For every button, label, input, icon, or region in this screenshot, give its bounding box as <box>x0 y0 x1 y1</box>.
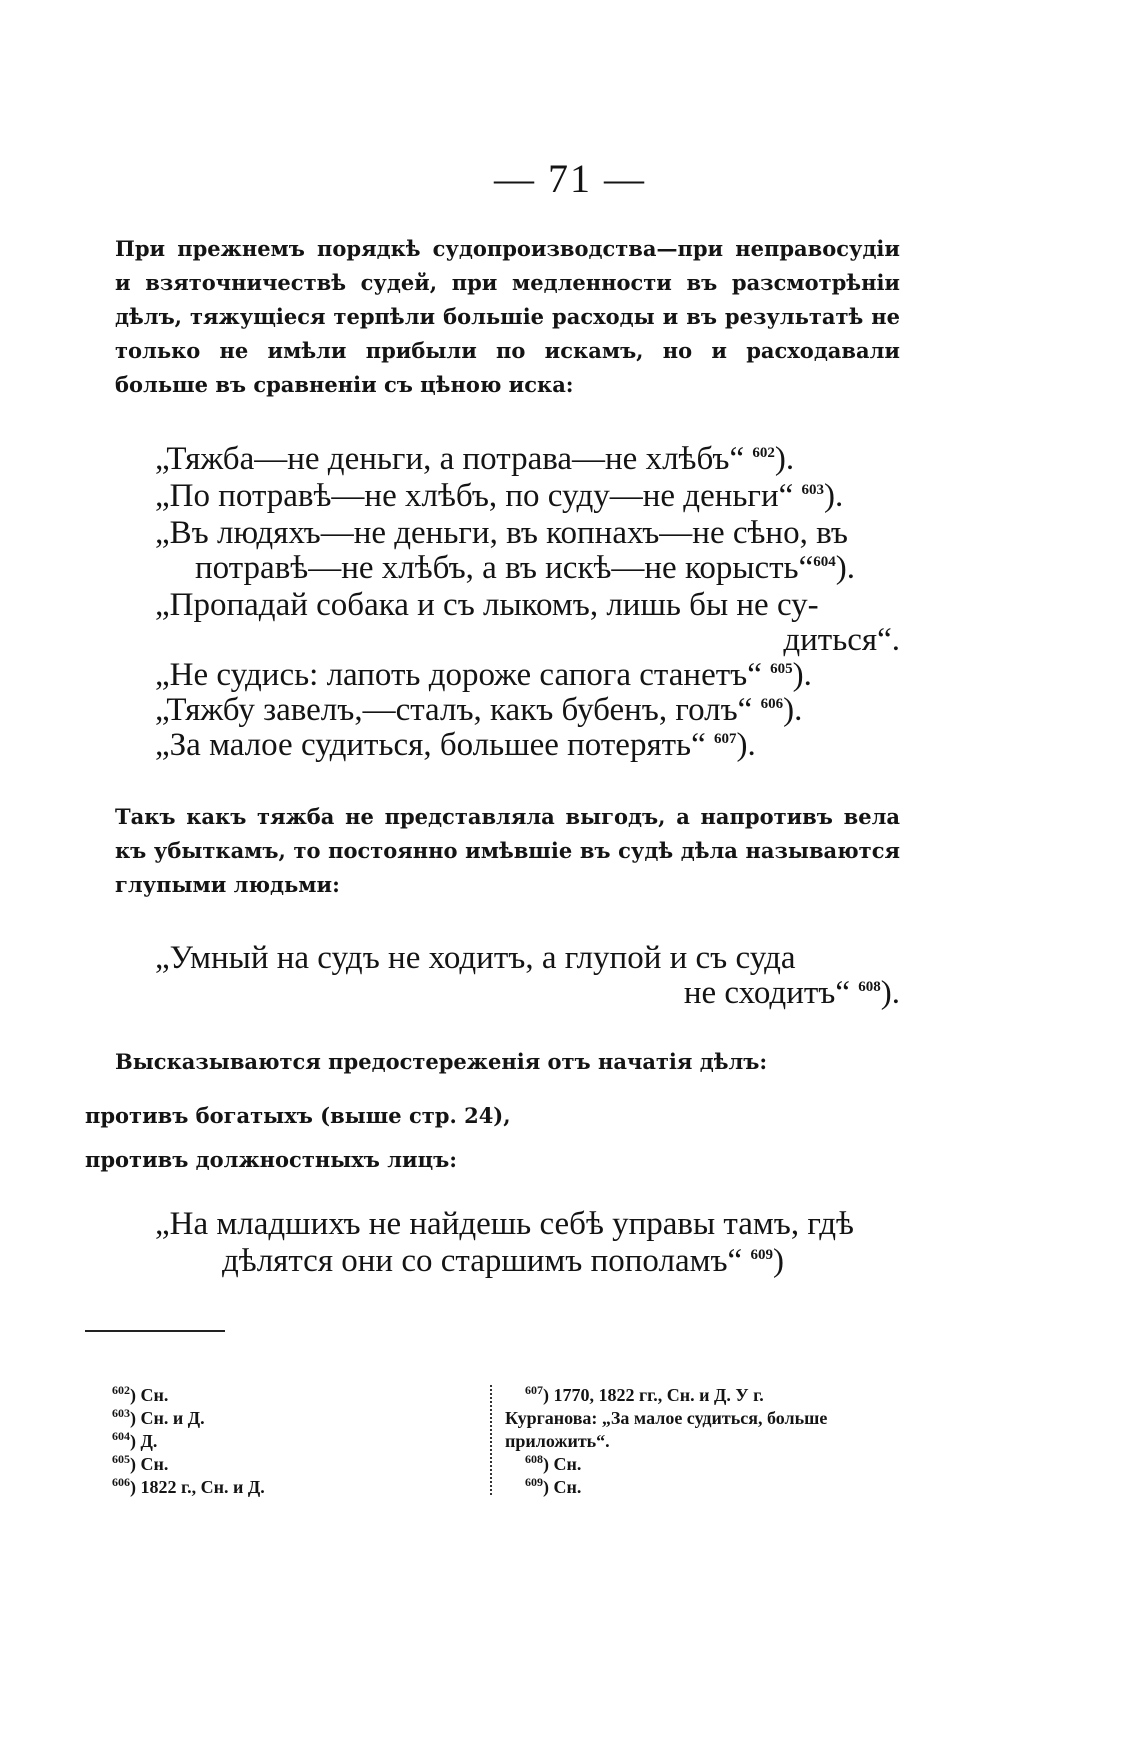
footnote-number: 608 <box>525 1452 543 1466</box>
footnote-608 <box>525 1453 581 1475</box>
proverb-text: „Тяжба—не деньги, а потрава—не хлѣбъ“ <box>155 441 745 477</box>
proverb-605 <box>155 657 900 693</box>
proverb-end: ). <box>736 727 756 763</box>
proverb-text: „Тяжбу завелъ,—сталъ, какъ бубенъ, голъ“ <box>155 692 753 728</box>
paragraph-fools: Такъ какъ тяжба не представляла выгодъ, а напротивъ вела къ убыткамъ, то постоянно имѣвшіе въ судѣ дѣла называются глупыми людьми: <box>115 804 900 897</box>
proverb-text: дѣлятся они со старшимъ пополамъ“ <box>222 1243 743 1279</box>
footnote-ref: 602 <box>752 445 775 461</box>
proverb-text: „За малое судиться, большее потерять“ <box>155 727 706 763</box>
footnote-text: ) Д. <box>130 1431 158 1451</box>
footnote-ref: 603 <box>801 482 825 498</box>
proverb-end: ). <box>774 441 795 477</box>
proverb-end: ) <box>772 1243 784 1279</box>
footnote-number: 605 <box>112 1452 130 1466</box>
footnote-607-cont2: приложить“. <box>505 1431 610 1451</box>
proverb-end: ). <box>835 550 856 586</box>
footnote-text: ) Сн. <box>543 1477 582 1497</box>
footnote-ref: 604 <box>813 554 836 570</box>
footnote-604 <box>112 1430 157 1452</box>
footnote-text: ) Сн. и Д. <box>130 1408 205 1428</box>
footnote-column-separator <box>490 1385 492 1495</box>
paragraph-against-officials: противъ должностныхъ лицъ: <box>85 1147 457 1172</box>
proverb-end: ). <box>792 657 812 693</box>
proverb-602 <box>155 441 900 477</box>
proverb-sobaka-line2: диться“. <box>783 622 900 658</box>
proverb-text: не сходитъ“ <box>683 975 850 1011</box>
footnote-number: 606 <box>112 1475 130 1489</box>
footnote-ref: 607 <box>714 731 737 747</box>
proverb-end: ). <box>783 692 803 728</box>
proverb-text: „Не судись: лапоть дороже сапога станетъ“ <box>155 657 762 693</box>
proverb-end: ). <box>824 478 844 514</box>
page-number: — 71 — <box>494 156 646 201</box>
proverb-608-line1: „Умный на судъ не ходитъ, а глупой и съ суда <box>155 940 796 976</box>
footnote-607 <box>525 1384 764 1406</box>
proverb-text: потравѣ—не хлѣбъ, а въ искѣ—не корысть“ <box>195 550 814 586</box>
proverb-607 <box>155 727 900 763</box>
proverb-608-line2 <box>155 975 900 1011</box>
footnote-text: ) 1822 г., Сн. и Д. <box>130 1477 265 1497</box>
footnote-text: ) Сн. <box>130 1385 169 1405</box>
footnote-ref: 606 <box>760 696 784 712</box>
footnote-text: ) Сн. <box>130 1454 169 1474</box>
footnote-number: 603 <box>112 1406 130 1420</box>
proverb-text: „По потравѣ—не хлѣбъ, по суду—не деньги“ <box>155 478 794 514</box>
footnote-number: 602 <box>112 1383 130 1397</box>
footnote-606 <box>112 1476 265 1498</box>
proverb-604-line2 <box>195 550 900 586</box>
paragraph-court-expenses: При прежнемъ порядкѣ судопроизводства—при неправосудіи и взяточничествѣ судей, при медленности въ разсмотрѣніи дѣлъ, тяжущіеся терпѣли большіе расходы и въ результатѣ не только не имѣли прибыли по искамъ, но и расходавали больше въ сравненіи съ цѣною иска: <box>115 236 900 397</box>
proverb-609-line1: „На младшихъ не найдешь себѣ управы тамъ, гдѣ <box>155 1206 854 1242</box>
footnote-text: ) Сн. <box>543 1454 582 1474</box>
footnote-607-cont1: Курганова: „За малое судиться, больше <box>505 1408 828 1428</box>
footnote-609 <box>525 1476 581 1498</box>
footnote-rule <box>85 1330 225 1332</box>
footnote-number: 604 <box>112 1429 130 1443</box>
footnote-ref: 609 <box>750 1247 773 1263</box>
footnote-number: 609 <box>525 1475 543 1489</box>
footnote-602 <box>112 1384 168 1406</box>
proverb-sobaka-line1: „Пропадай собака и съ лыкомъ, лишь бы не су- <box>155 587 819 623</box>
proverb-604-line1: „Въ людяхъ—не деньги, въ копнахъ—не сѣно, въ <box>155 515 848 551</box>
proverb-609-line2 <box>222 1243 927 1279</box>
footnote-ref: 605 <box>770 661 793 677</box>
paragraph-warnings: Высказываются предостереженія отъ начатія дѣлъ: <box>115 1049 768 1074</box>
paragraph-against-rich: противъ богатыхъ (выше стр. 24), <box>85 1103 511 1128</box>
proverb-606 <box>155 692 900 728</box>
footnote-605 <box>112 1453 168 1475</box>
footnote-ref: 608 <box>858 979 881 995</box>
footnote-text: ) 1770, 1822 гг., Сн. и Д. У г. <box>543 1385 764 1405</box>
proverb-603 <box>155 478 900 514</box>
footnote-number: 607 <box>525 1383 543 1397</box>
proverb-end: ). <box>880 975 900 1011</box>
footnote-603 <box>112 1407 205 1429</box>
